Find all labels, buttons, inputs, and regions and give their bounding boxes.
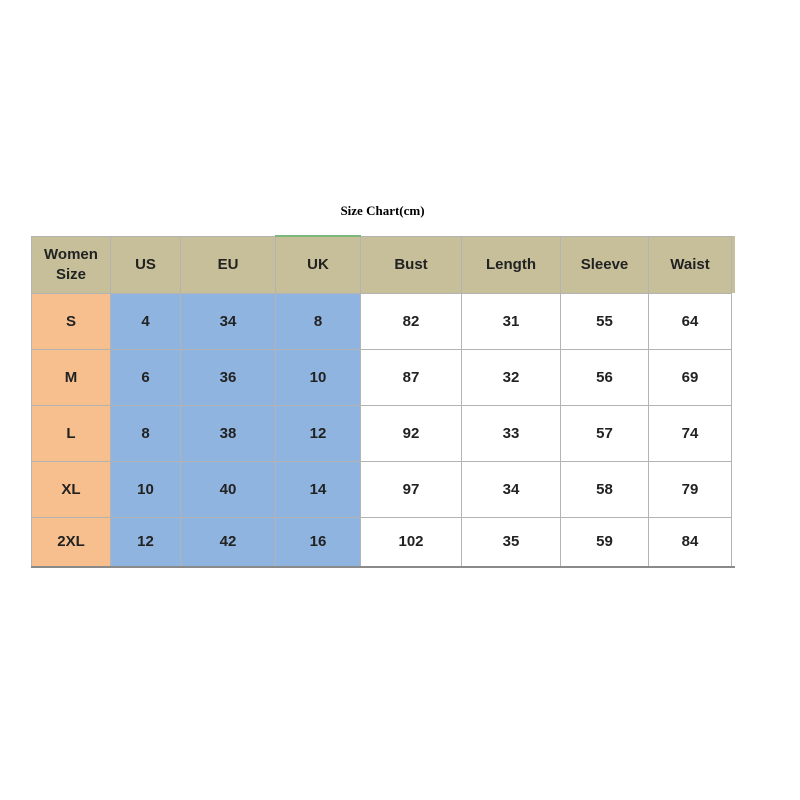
table-row [32,293,735,349]
cell-waist: 79 [649,461,732,517]
header-bust: Bust [361,236,462,293]
cell-uk: 16 [276,517,361,567]
cell-us: 10 [111,461,181,517]
cell-bust: 92 [361,405,462,461]
cell-eu: 34 [181,293,276,349]
table-row [32,517,735,567]
cell-bust: 87 [361,349,462,405]
cell-length: 35 [462,517,561,567]
cell-uk: 14 [276,461,361,517]
cell-waist: 69 [649,349,732,405]
header-eu: EU [181,236,276,293]
cell-length: 34 [462,461,561,517]
cell-sleeve: 56 [561,349,649,405]
cell-eu: 36 [181,349,276,405]
header-row [32,236,735,293]
cell-size: S [32,293,111,349]
header-waist: Waist [649,236,732,293]
table-row [32,349,735,405]
header-us: US [111,236,181,293]
chart-title: Size Chart(cm) [340,203,425,218]
cell-uk: 10 [276,349,361,405]
cell-length: 31 [462,293,561,349]
cell-eu: 40 [181,461,276,517]
row-edge [732,349,735,405]
row-edge [732,293,735,349]
cell-length: 32 [462,349,561,405]
row-edge [732,461,735,517]
cell-bust: 102 [361,517,462,567]
cell-length: 33 [462,405,561,461]
cell-waist: 64 [649,293,732,349]
header-length: Length [462,236,561,293]
cell-bust: 97 [361,461,462,517]
cell-us: 12 [111,517,181,567]
cell-uk: 8 [276,293,361,349]
header-women-label: Women [44,245,98,263]
table-row [32,405,735,461]
cell-size: 2XL [32,517,111,567]
header-edge [732,236,735,293]
cell-size: XL [32,461,111,517]
cell-size: L [32,405,111,461]
cell-sleeve: 59 [561,517,649,567]
row-edge [732,405,735,461]
cell-us: 4 [111,293,181,349]
header-sleeve: Sleeve [561,236,649,293]
header-uk: UK [276,236,361,293]
cell-waist: 84 [649,517,732,567]
size-chart-table [31,235,735,568]
cell-eu: 38 [181,405,276,461]
cell-eu: 42 [181,517,276,567]
row-edge [732,517,735,567]
cell-us: 8 [111,405,181,461]
cell-us: 6 [111,349,181,405]
header-women-size [32,236,111,293]
table-row [32,461,735,517]
cell-bust: 82 [361,293,462,349]
cell-sleeve: 58 [561,461,649,517]
cell-waist: 74 [649,405,732,461]
cell-uk: 12 [276,405,361,461]
cell-sleeve: 55 [561,293,649,349]
cell-sleeve: 57 [561,405,649,461]
cell-size: M [32,349,111,405]
header-size-label: Size [55,265,86,283]
